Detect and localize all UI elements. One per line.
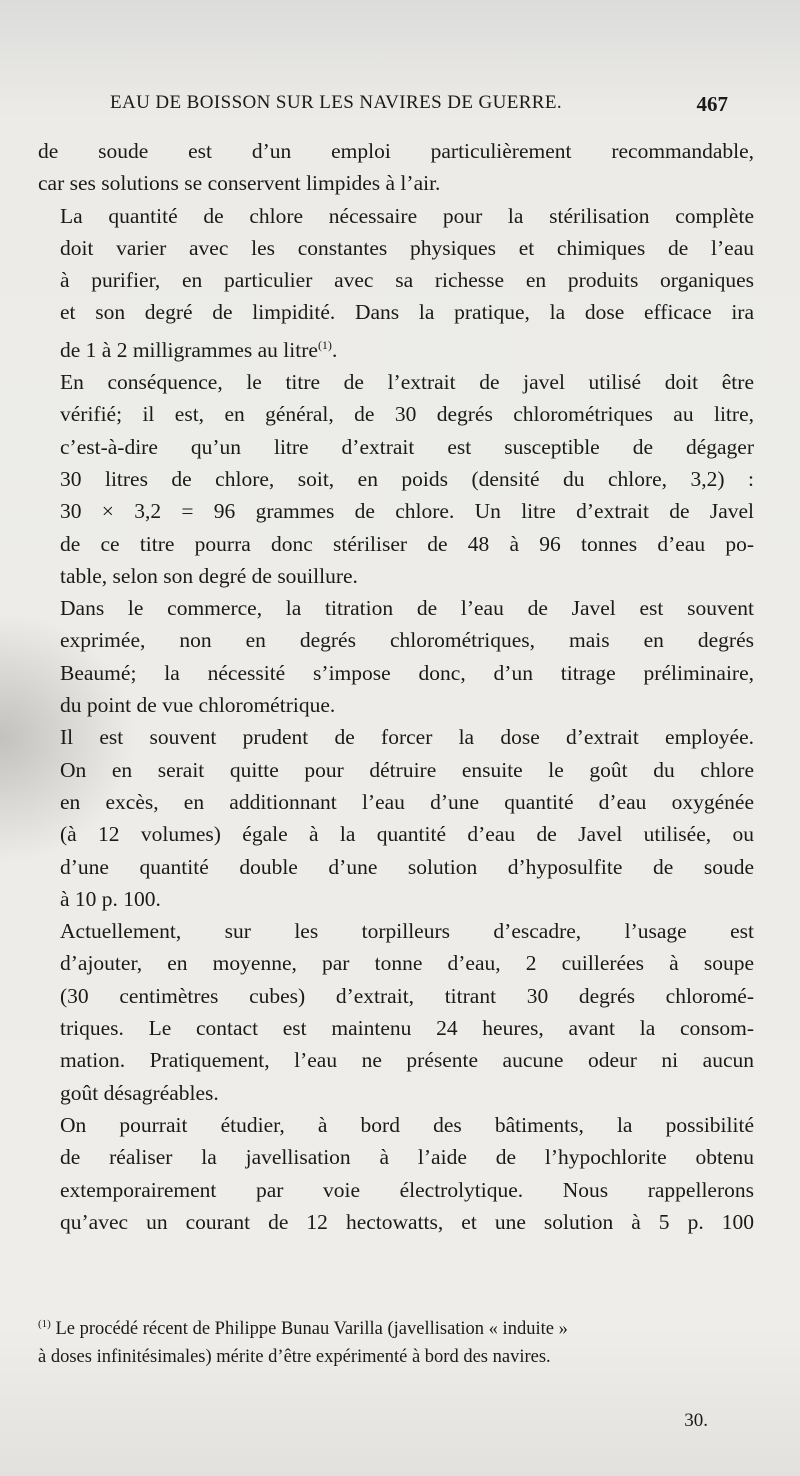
text-line: doit varier avec les constantes physiques et chimiques de l’eau [60, 235, 754, 260]
text-line: (à 12 volumes) égale à la quantité d’eau de Javel utilisée, ou [60, 822, 754, 847]
text-line: c’est-à-dire qu’un litre d’extrait est susceptible de dégager [60, 434, 754, 459]
text-line: 30 × 3,2 = 96 grammes de chlore. Un litre d’extrait de Javel [60, 499, 754, 524]
text-line: qu’avec un courant de 12 hectowatts, et une solution à 5 p. 100 [60, 1209, 754, 1234]
text-line: Beaumé; la nécessité s’impose donc, d’un titrage préliminaire, [60, 660, 754, 685]
page-header [110, 92, 728, 122]
body-text [38, 135, 754, 1238]
text-line: du point de vue chlorométrique. [60, 693, 336, 718]
paragraph [38, 366, 754, 592]
text-line: (30 centimètres cubes) d’extrait, titrant 30 degrés chloromé- [60, 983, 754, 1008]
paragraph [38, 200, 754, 366]
text-line: exprimée, non en degrés chlorométriques, mais en degrés [60, 628, 754, 653]
paragraph [38, 721, 754, 915]
footnote [38, 1310, 754, 1371]
text-line: et son degré de limpidité. Dans la pratique, la dose efficace ira [60, 300, 754, 325]
footnote-reference: (1) [317, 337, 332, 352]
text-line: On pourrait étudier, à bord des bâtiments, la possibilité [60, 1112, 754, 1137]
text-line: de 1 à 2 milligrammes au litre$^{(1)}$. [60, 337, 338, 362]
text-line: car ses solutions se conservent limpides à l’air. [38, 171, 441, 196]
text-line: Il est souvent prudent de forcer la dose d’extrait employée. [60, 725, 754, 750]
paragraph [38, 592, 754, 721]
text-line: 30 litres de chlore, soit, en poids (densité du chlore, 3,2) : [60, 466, 754, 491]
text-line: Dans le commerce, la titration de l’eau de Javel est souvent [60, 596, 754, 621]
text-line: d’une quantité double d’une solution d’hyposulfite de soude [60, 854, 754, 879]
text-line: à purifier, en particulier avec sa richesse en produits organiques [60, 268, 754, 293]
text-line: extemporairement par voie électrolytique. Nous rappellerons [60, 1177, 754, 1202]
footnote-line: à doses infinitésimales) mérite d’être expérimenté à bord des navires. [38, 1347, 551, 1367]
text-line: de soude est d’un emploi particulièrement recommandable, [38, 139, 754, 163]
text-line: Actuellement, sur les torpilleurs d’escadre, l’usage est [60, 919, 754, 944]
text-line: de réaliser la javellisation à l’aide de l’hypochlorite obtenu [60, 1145, 754, 1170]
running-title: EAU DE BOISSON SUR LES NAVIRES DE GUERRE. [110, 92, 563, 113]
footnote-marker: (1) [38, 1318, 51, 1330]
paragraph [38, 915, 754, 1109]
text-line: La quantité de chlore nécessaire pour la stérilisation complète [60, 203, 754, 228]
text-line: En conséquence, le titre de l’extrait de javel utilisé doit être [60, 370, 754, 395]
text-line: mation. Pratiquement, l’eau ne présente aucune odeur ni aucun [60, 1048, 754, 1073]
text-line: de ce titre pourra donc stériliser de 48 à 96 tonnes d’eau po- [60, 531, 754, 556]
footnote-line: $^{(1)}$ Le procédé récent de Philippe Bunau Varilla (javellisation « induite » [38, 1318, 568, 1339]
text-line: vérifié; il est, en général, de 30 degrés chlorométriques au litre, [60, 402, 754, 427]
text-line: à 10 p. 100. [60, 886, 161, 911]
text-line: table, selon son degré de souillure. [60, 563, 358, 588]
text-line: d’ajouter, en moyenne, par tonne d’eau, 2 cuillerées à soupe [60, 951, 754, 976]
paragraph [38, 1109, 754, 1238]
paragraph [38, 135, 754, 200]
text-line: goût désagréables. [60, 1080, 219, 1105]
signature-mark: 30. [684, 1410, 708, 1431]
page-number: 467 [696, 92, 728, 116]
text-line: en excès, en additionnant l’eau d’une quantité d’eau oxygénée [60, 789, 754, 814]
text-line: triques. Le contact est maintenu 24 heures, avant la consom- [60, 1016, 754, 1041]
text-line: On en serait quitte pour détruire ensuite le goût du chlore [60, 757, 754, 782]
